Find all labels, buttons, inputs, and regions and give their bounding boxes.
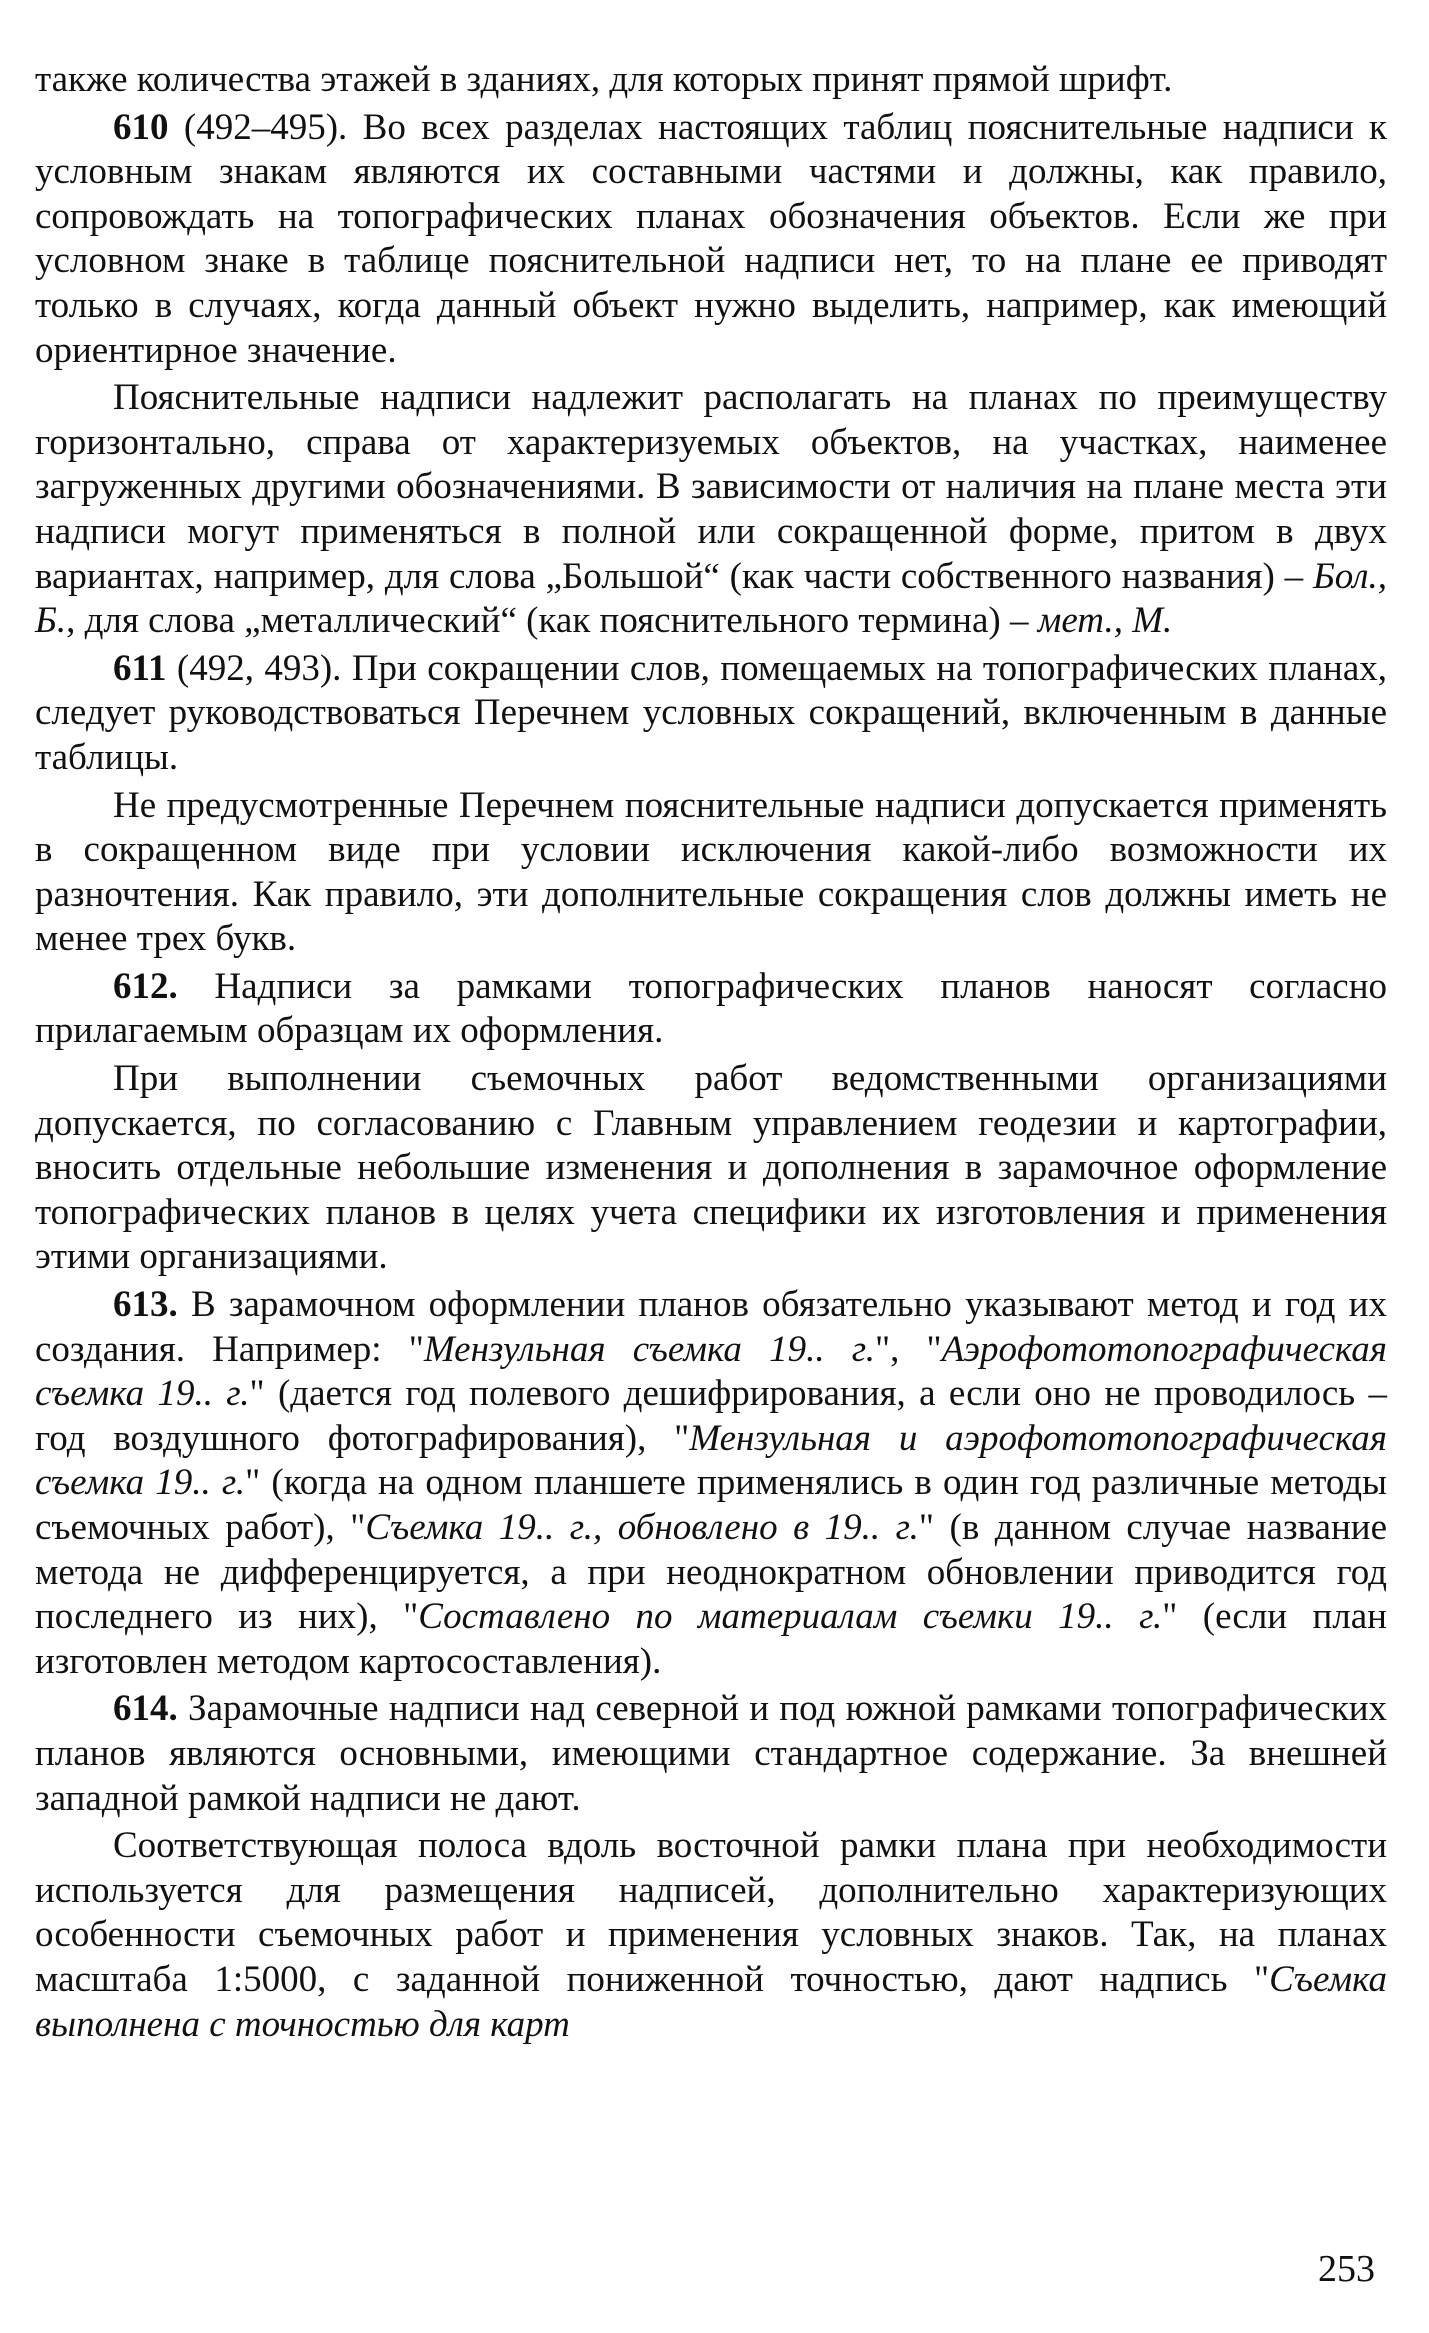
italic-text: Мензульная съемка 19.. г. bbox=[423, 1328, 875, 1370]
paragraph bbox=[35, 1057, 1387, 1280]
paragraph bbox=[35, 106, 1387, 374]
italic-text: Бол., Б. bbox=[35, 555, 1387, 642]
body-text: (492, 493). При сокращении слов, помещаемых на топографических планах, следует руководствоваться Перечнем условных сокращений, включенным в данные таблицы. bbox=[35, 647, 1387, 778]
paragraph bbox=[35, 376, 1387, 644]
italic-text: Мензульная и аэрофототопографическая съемка 19.. г. bbox=[35, 1417, 1388, 1504]
italic-text: Аэрофототопографическая съемка 19.. г. bbox=[35, 1328, 1387, 1415]
body-text: ", " bbox=[874, 1328, 942, 1370]
body-text: Пояснительные надписи надлежит располагать на планах по преимуществу горизонтально, справа от характеризуемых объектов, на участках, наименее загруженных другими обозначениями. В зависимости от наличия на плане места эти надписи могут применяться в полной или сокращенной форме, притом в двух вариантах, например, для слова „Большой“ (как части собственного названия) – bbox=[35, 377, 1387, 597]
body-text: Соответствующая полоса вдоль восточной рамки плана при необходимости используется для размещения надписей, дополнительно характеризующих особенности съемочных работ и применения условных знаков. Так, на планах масштаба 1:5000, с заданной пониженной точностью, дают надпись " bbox=[35, 1825, 1387, 2000]
paragraph bbox=[35, 1687, 1387, 1821]
body-text: " (когда на одном планшете применялись в один год различные методы съемочных работ), " bbox=[35, 1462, 1387, 1548]
italic-text: Составлено по материалам съемки 19.. г. bbox=[418, 1596, 1163, 1638]
paragraph bbox=[35, 1824, 1387, 2047]
body-text: При выполнении съемочных работ ведомственными организациями допускается, по согласованию с Главным управлением геодезии и картографии, вносить отдельные небольшие изменения и дополнения в зарамочное оформление топографических планов в целях учета специфики их изготовления и применения этими организациями. bbox=[35, 1058, 1387, 1278]
section-number: 614. bbox=[113, 1688, 178, 1730]
body-text: также количества этажей в зданиях, для которых принят прямой шрифт. bbox=[35, 59, 1173, 100]
paragraph bbox=[35, 965, 1387, 1054]
body-text: (492–495). Во всех разделах настоящих таблиц пояснительные надписи к условным знакам являются их составными частями и должны, как правило, сопровождать на топографических планах обозначения объектов. Если же при условном знаке в таблице пояснительной надписи нет, то на плане ее приводят только в случаях, когда данный объект нужно выделить, например, как имеющий ориентирное значение. bbox=[35, 106, 1387, 371]
page-number: 253 bbox=[1318, 2248, 1375, 2290]
body-text: Надписи за рамками топографических планов наносят согласно прилагаемым образцам их оформления. bbox=[35, 965, 1387, 1052]
paragraph bbox=[35, 1283, 1387, 1684]
body-text: Зарамочные надписи над северной и под южной рамками топографических планов являются основными, имеющими стандартное содержание. За внешней западной рамкой надписи не дают. bbox=[35, 1688, 1387, 1819]
italic-text: Съемка 19.. г., обновлено в 19.. г. bbox=[365, 1507, 919, 1548]
section-number: 611 bbox=[113, 647, 167, 689]
body-text: В зарамочном оформлении планов обязательно указывают метод и год их создания. Например: " bbox=[35, 1284, 1387, 1370]
italic-text: Съемка выполнена с точностью для карт bbox=[35, 1958, 1387, 2045]
body-text: Не предусмотренные Перечнем пояснительные надписи допускается применять в сокращенном виде при условии исключения какой-либо возможности их разночтения. Как правило, эти дополнительные сокращения слов должны иметь не менее трех букв. bbox=[35, 784, 1387, 960]
section-number: 612. bbox=[113, 965, 178, 1007]
section-number: 613. bbox=[113, 1284, 178, 1326]
page-body bbox=[35, 58, 1387, 2047]
paragraph bbox=[35, 58, 1387, 103]
body-text: " (дается год полевого дешифрирования, а если оно не проводилось – год воздушного фотографирования), " bbox=[35, 1373, 1388, 1459]
body-text: , для слова „металлический“ (как пояснительного термина) – bbox=[66, 600, 1038, 642]
paragraph bbox=[35, 647, 1387, 781]
body-text: " (если план изготовлен методом картосоставления). bbox=[35, 1596, 1387, 1682]
body-text: " (в данном случае название метода не дифференцируется, а при неоднократном обновлении приводится год последнего из них), " bbox=[35, 1507, 1388, 1638]
paragraph bbox=[35, 784, 1387, 962]
italic-text: мет., М. bbox=[1037, 600, 1173, 642]
section-number: 610 bbox=[113, 106, 169, 148]
